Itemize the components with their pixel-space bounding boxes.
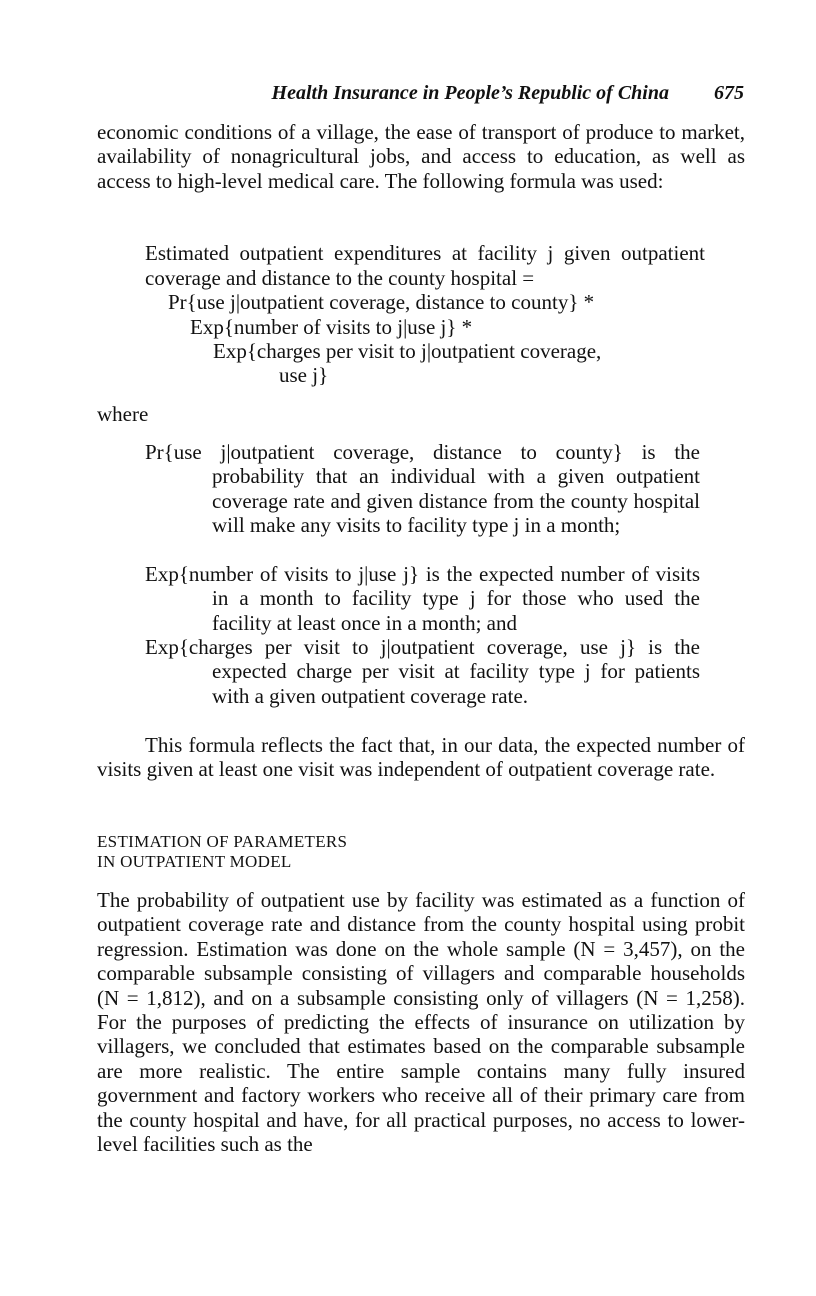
running-header (0, 82, 816, 112)
formula-line-2: Pr{use j|outpatient coverage, distance to county} * (168, 290, 595, 314)
body-paragraph: The probability of outpatient use by facility was estimated as a function of outpatient coverage rate and distance from the county hospital using probit regression. Estimation was done on the whole sample (N = 3,457), on the comparable subsample consisting of villagers and comparable households (N = 1,812), and on a subsample consisting only of villagers (N = 1,258). For the purposes of predicting the effects of insurance on utilization by villagers, we concluded that estimates based on the comparable subsample are more realistic. The entire sample contains many fully insured government and factory workers who receive all of their primary care from the county hospital and have, for all practical purposes, no access to lower-level facilities such as the (97, 888, 745, 1157)
section-heading-line-2: IN OUTPATIENT MODEL (97, 852, 292, 871)
definition-visits: Exp{number of visits to j|use j} is the expected number of visits in a month to facility type j for those who used the facility at least once in a month; and (145, 562, 700, 635)
section-heading-line-1: ESTIMATION OF PARAMETERS (97, 832, 348, 851)
formula-line-3: Exp{number of visits to j|use j} * (190, 315, 473, 339)
formula-line-4: Exp{charges per visit to j|outpatient coverage, (213, 339, 602, 363)
formula-line-5: use j} (279, 363, 329, 387)
formula-line-1: Estimated outpatient expenditures at facility j given outpatient coverage and distance to the county hospital = (145, 241, 705, 290)
section-heading (97, 832, 347, 872)
reflect-paragraph: This formula reflects the fact that, in our data, the expected number of visits given at least one visit was independent of outpatient coverage rate. (97, 733, 745, 782)
definition-probability: Pr{use j|outpatient coverage, distance to county} is the probability that an individual with a given outpatient coverage rate and given distance from the county hospital will make any visits to facility type j in a month; (145, 440, 700, 538)
page-number: 675 (714, 82, 744, 104)
definition-charges: Exp{charges per visit to j|outpatient coverage, use j} is the expected charge per visit at facility type j for patients with a given outpatient coverage rate. (145, 635, 700, 708)
running-title: Health Insurance in People’s Republic of China (271, 82, 669, 104)
where-label: where (97, 402, 149, 426)
intro-paragraph: economic conditions of a village, the ease of transport of produce to market, availability of nonagricultural jobs, and access to education, as well as access to high-level medical care. The following formula was used: (97, 120, 745, 193)
